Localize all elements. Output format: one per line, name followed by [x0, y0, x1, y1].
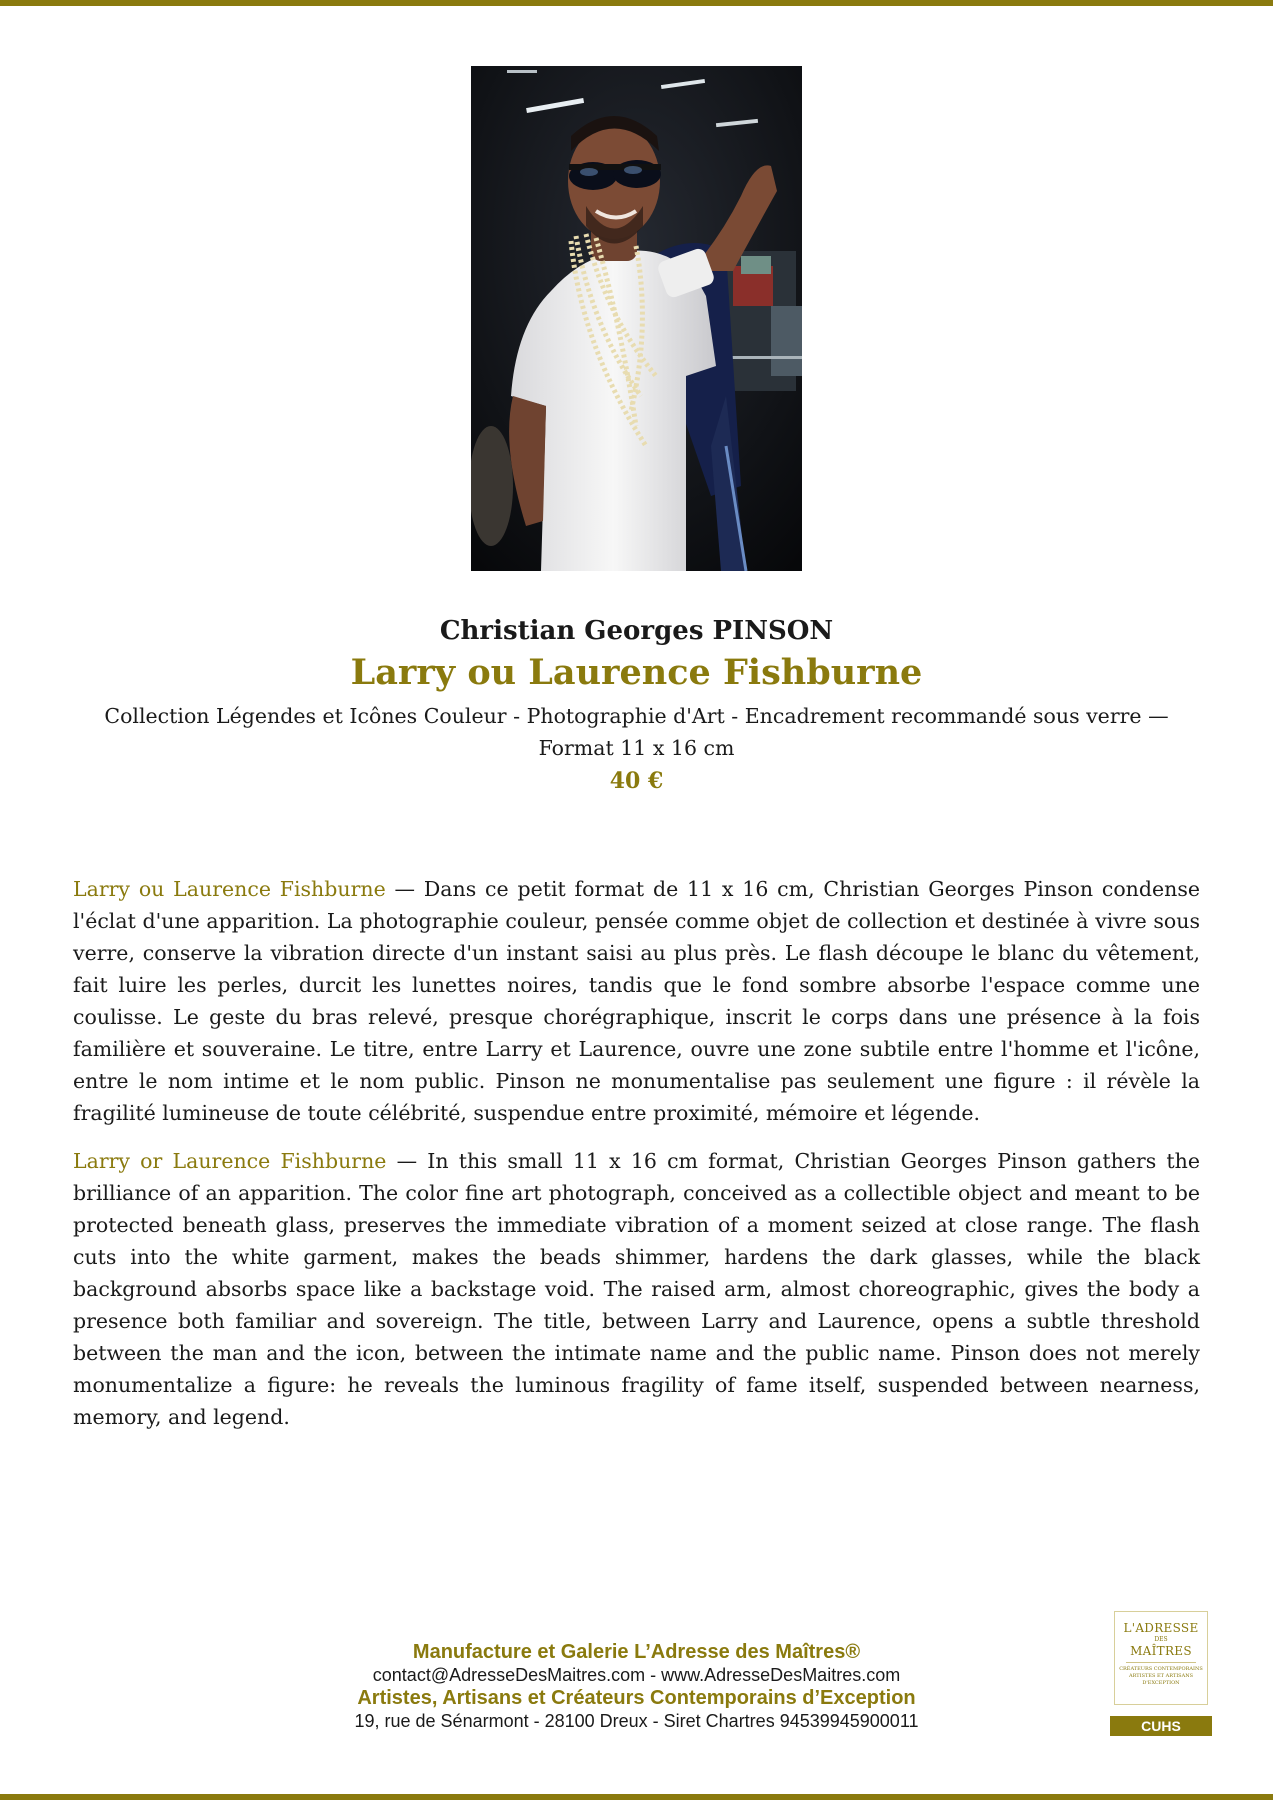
artwork-description: Collection Légendes et Icônes Couleur - Photographie d'Art - Encadrement recommandé sous verre — Format 11 x 16 cm — [104, 704, 1169, 760]
logo-small-text: CRÉATEURS CONTEMPORAINS ARTISTES ET ARTISANS D'EXCEPTION — [1119, 1666, 1203, 1686]
paragraph-fr-body: — Dans ce petit format de 11 x 16 cm, Christian Georges Pinson condense l'éclat d'une apparition. La photographie couleur, pensée comme objet de collection et destinée à vivre sous verre, conserve la vibration directe d'un instant saisi au plus près. Le flash découpe le blanc du vêtement, fait luire les perles, durcit les lunettes noires, tandis que le fond sombre absorbe l'espace comme une coulisse. Le geste du bras relevé, presque chorégraphique, inscrit le corps dans une présence à la fois familière et souveraine. Le titre, entre Larry et Laurence, ouvre une zone subtile entre l'homme et l'icône, entre le nom intime et le nom public. Pinson ne monumentalise pas seulement une figure : il révèle la fragilité lumineuse de toute célébrité, suspendue entre proximité, mémoire et légende. — [73, 877, 1200, 1125]
artwork-title: Larry ou Laurence Fishburne — [350, 652, 923, 693]
artwork-price: 40 € — [609, 768, 664, 794]
artwork-header — [73, 612, 1200, 798]
paragraph-en-body: — In this small 11 x 16 cm format, Christian Georges Pinson gathers the brilliance of an apparition. The color fine art photograph, conceived as a collectible object and meant to be protected beneath glass, preserves the immediate vibration of a moment seized at close range. The flash cuts into the white garment, makes the beads shimmer, hardens the dark glasses, while the black background absorbs space like a backstage void. The raised arm, almost choreographic, gives the body a presence both familiar and sovereign. The title, between Larry and Laurence, opens a subtle threshold between the man and the icon, between the intimate name and the public name. Pinson does not merely monumentalize a figure: he reveals the luminous fragility of fame itself, suspended between nearness, memory, and legend. — [73, 1149, 1200, 1429]
footer-company: Manufacture et Galerie L’Adresse des Maîtres® — [412, 1641, 861, 1663]
artwork-photo — [471, 66, 802, 571]
gallery-logo — [1114, 1611, 1208, 1705]
logo-divider — [1126, 1662, 1196, 1663]
logo-badge: CUHS — [1110, 1716, 1212, 1736]
footer — [270, 1640, 1003, 1732]
paragraph-fr-lead: Larry ou Laurence Fishburne — [73, 877, 386, 901]
bottom-rule — [0, 1794, 1273, 1800]
paragraph-en — [73, 1145, 1200, 1433]
footer-address: 19, rue de Sénarmont - 28100 Dreux - Siret Chartres 94539945900011 — [354, 1711, 919, 1731]
artwork-text — [73, 873, 1200, 1449]
paragraph-en-lead: Larry or Laurence Fishburne — [73, 1149, 387, 1173]
logo-line-1: L'ADRESSE — [1123, 1621, 1199, 1635]
logo-line-3: MAÎTRES — [1130, 1644, 1192, 1658]
paragraph-fr — [73, 873, 1200, 1129]
top-rule — [0, 0, 1273, 6]
footer-tagline: Artistes, Artisans et Créateurs Contemporains d’Exception — [357, 1687, 916, 1709]
logo-line-2: DES — [1154, 1636, 1168, 1643]
footer-contact: contact@AdresseDesMaitres.com - www.AdresseDesMaitres.com — [372, 1665, 901, 1685]
artist-name: Christian Georges PINSON — [439, 616, 834, 646]
